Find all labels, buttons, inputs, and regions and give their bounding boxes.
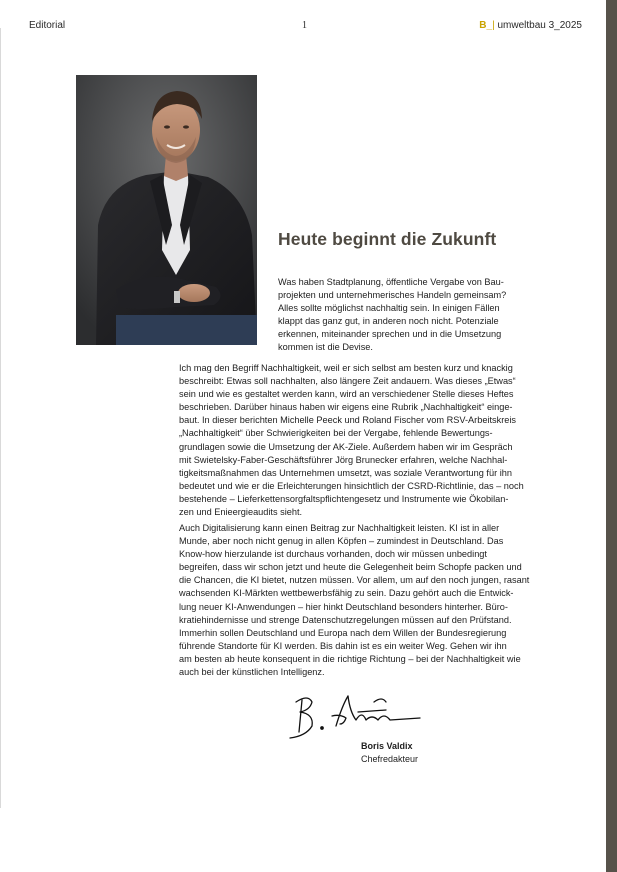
text-line: lung neuer KI-Anwendungen – hier hinkt Deutschland besonders hinterher. Büro-: [179, 601, 508, 612]
lead-line: klappt das ganz gut, in anderen noch nicht. Potenziale: [278, 315, 499, 326]
text-line: am besten ab heute konsequent in die richtige Richtung – bei der Nachhaltigkeit wie: [179, 653, 521, 664]
text-line: begreifen, dass wir schon jetzt und heute die Gelegenheit beim Schopfe packen und: [179, 562, 522, 573]
text-line: wachsenden KI-Märkten wettbewerbsfähig zu sein. Dazu gehört auch die Entwick-: [179, 588, 514, 599]
section-label: Editorial: [29, 20, 66, 31]
text-line: grundlagen sowie die Umsetzung der AK-Ziele. Außerdem haben wir im Gespräch: [179, 441, 513, 452]
text-line: bedeutet und wie er die Erleichterungen hinsichtlich der CSRD-Richtlinie, das – noch: [179, 480, 524, 491]
magazine-issue-label: [479, 20, 582, 31]
text-line: führende Standorte für KI werden. Bis dahin ist es ein weiter Weg. Gehen wir ihn: [179, 640, 507, 651]
text-line: bestehende – Lieferkettensorgfaltspflichtengesetz und Instrumente wie Ökobilan-: [179, 493, 509, 504]
page-number: 1: [302, 20, 307, 31]
text-line: baut. In dieser berichten Michelle Peeck und Roland Fischer vom RSV-Arbeitskreis: [179, 415, 517, 426]
text-line: tigkeitsmaßnahmen das Unternehmen umsetzt, was soziale Verantwortung für ihn: [179, 467, 512, 478]
lead-line: Was haben Stadtplanung, öffentliche Vergabe von Bau-: [278, 277, 504, 287]
handwritten-signature: [286, 690, 426, 740]
brand-mark: B_: [479, 20, 493, 31]
author-role: Chefredakteur: [361, 754, 419, 764]
text-line: kratiehindernisse und strenge Datenschutzregelungen müssen auf den Prüfstand.: [179, 614, 512, 625]
text-line: Auch Digitalisierung kann einen Beitrag zur Nachhaltigkeit leisten. KI ist in aller: [179, 523, 500, 533]
text-line: Immerhin sollen Deutschland und Europa nach dem Willen der Bundesregierung: [179, 627, 507, 638]
text-line: beschreibt: Etwas soll nachhalten, also längere Zeit andauern. Was dieses „Etwas“: [179, 376, 516, 387]
page-edge-bar: [606, 0, 617, 872]
text-line: „Nachhaltigkeit“ über Schwierigkeiten bei der Vergabe, fehlende Bewertungs-: [179, 428, 493, 439]
magazine-name: umweltbau: [497, 20, 546, 31]
text-line: auch bei der künstlichen Intelligenz.: [179, 667, 325, 678]
text-line: beschrieben. Darüber hinaus haben wir eigens eine Rubrik „Nachhaltigkeit“ einge-: [179, 402, 513, 413]
body-paragraph-2: [179, 522, 539, 679]
lead-line: kommen ist die Devise.: [278, 341, 373, 352]
text-line: sein und wie es gestaltet werden kann, wird an verschiedener Stelle dieses Heftes: [179, 389, 514, 400]
article-title: Heute beginnt die Zukunft: [278, 229, 497, 249]
text-line: Munde, aber noch nicht genug in allen Köpfen – zumindest in Deutschland. Das: [179, 536, 504, 547]
lead-line: projekten und unternehmerisches Handeln gemeinsam?: [278, 289, 507, 300]
lead-line: erkennen, miteinander sprechen und in die Umsetzung: [278, 328, 502, 339]
author-name: Boris Valdix: [361, 741, 413, 751]
text-line: die Chancen, die KI bietet, nutzen müssen. Vor allem, um auf den noch jungen, rasant: [179, 575, 530, 586]
text-line: mit Swietelsky-Faber-Geschäftsführer Jörg Brunecker erfahren, welche Nachhal-: [179, 454, 508, 465]
text-line: Ich mag den Begriff Nachhaltigkeit, weil er sich selbst am besten kurz und knackig: [179, 363, 513, 373]
issue-number: 3_2025: [548, 20, 582, 31]
article-lead: [278, 276, 528, 353]
author-portrait: [76, 75, 257, 345]
brand-bar: |: [492, 20, 495, 31]
page-margin-rule: [0, 28, 1, 808]
lead-line: Alles sollte möglichst nachhaltig sein. In einigen Fällen: [278, 302, 500, 313]
body-paragraph-1: [179, 362, 539, 519]
text-line: Know-how hierzulande ist durchaus vorhanden, doch wir müssen unbedingt: [179, 549, 487, 560]
text-line: zen und Enieergieaudits sieht.: [179, 507, 303, 518]
